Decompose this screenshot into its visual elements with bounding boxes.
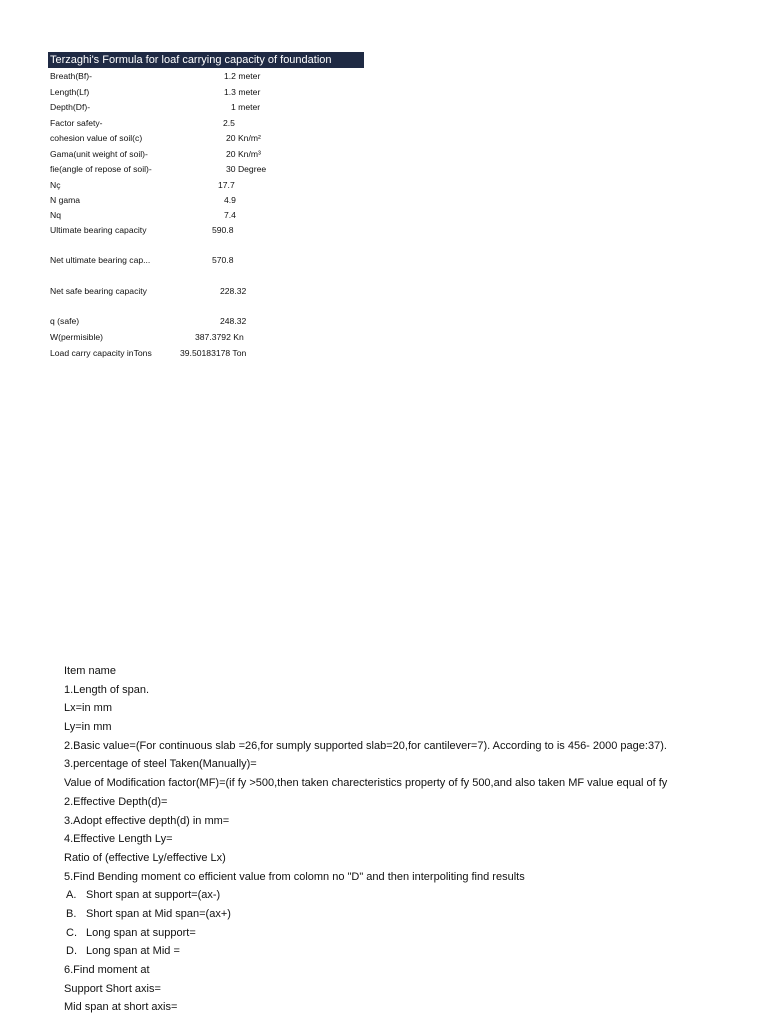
row-label: Depth(Df)- xyxy=(50,102,91,112)
note-line: 5.Find Bending moment co efficient value from colomn no "D" and then interpoliting find results xyxy=(64,870,525,883)
row-label: N gama xyxy=(50,195,81,205)
row-value: 1.3 meter xyxy=(224,86,261,97)
table-row xyxy=(50,346,370,360)
table-row xyxy=(50,193,370,207)
row-value: 2.5 xyxy=(223,117,235,128)
row-value: 17.7 xyxy=(218,179,235,190)
row-label: W(permisible) xyxy=(50,332,103,342)
design-notes xyxy=(64,662,768,1017)
row-label: cohesion value of soil(c) xyxy=(50,133,143,143)
row-value: 20 Kn/m³ xyxy=(226,148,261,159)
row-value: 1 meter xyxy=(231,102,261,112)
note-line: 3.Adopt effective depth(d) in mm= xyxy=(64,814,230,827)
item-letter: D. xyxy=(66,945,77,958)
note-line: 1.Length of span. xyxy=(64,683,150,696)
table-row xyxy=(50,314,370,328)
row-label: Nç xyxy=(50,179,61,190)
sheet-title: Terzaghi's Formula for loaf carrying capacity of foundation xyxy=(48,52,364,68)
item-letter: C. xyxy=(66,926,77,939)
row-value: 39.50183178 Ton xyxy=(180,347,247,358)
item-text: Long span at support= xyxy=(86,926,196,939)
row-value: 387.3792 Kn xyxy=(195,332,244,342)
table-row xyxy=(50,208,370,222)
table-row xyxy=(50,253,370,267)
table-row xyxy=(50,147,370,161)
row-value: 570.8 xyxy=(212,255,234,265)
row-label: q (safe) xyxy=(50,316,80,326)
item-text: Short span at support=(ax-) xyxy=(86,889,221,902)
note-line: Ly=in mm xyxy=(64,721,112,734)
row-label: Nq xyxy=(50,210,61,220)
row-label: Net ultimate bearing cap... xyxy=(50,255,151,265)
table-row xyxy=(50,178,370,192)
table-row xyxy=(50,85,370,99)
item-letter: A. xyxy=(66,889,77,902)
row-label: Length(Lf) xyxy=(50,86,90,97)
note-line: Lx=in mm xyxy=(64,702,112,715)
row-value: 7.4 xyxy=(224,210,236,220)
table-row xyxy=(50,100,370,114)
note-line: Item name xyxy=(64,665,116,677)
row-label: Factor safety- xyxy=(50,117,103,128)
item-text: Long span at Mid = xyxy=(86,945,180,958)
row-value: 30 Degree xyxy=(226,164,267,174)
item-text: Short span at Mid span=(ax+) xyxy=(86,907,231,920)
row-label: Net safe bearing capacity xyxy=(50,285,147,296)
lettered-item xyxy=(64,886,768,905)
note-line: Ratio of (effective Ly/effective Lx) xyxy=(64,851,226,864)
table-row xyxy=(50,162,370,176)
row-label: Gama(unit weight of soil)- xyxy=(50,148,148,159)
row-value: 248.32 xyxy=(220,316,247,326)
lettered-item xyxy=(64,924,768,943)
table-row xyxy=(50,330,370,344)
table-row xyxy=(50,223,370,237)
row-label: Breath(Bf)- xyxy=(50,71,93,81)
row-value: 4.9 xyxy=(224,195,236,205)
row-value: 20 Kn/m² xyxy=(226,133,261,143)
note-line: 4.Effective Length Ly= xyxy=(64,833,173,846)
table-row xyxy=(50,131,370,145)
note-line: 3.percentage of steel Taken(Manually)= xyxy=(64,758,257,771)
row-value: 590.8 xyxy=(212,225,234,235)
table-row xyxy=(50,116,370,130)
row-value: 228.32 xyxy=(220,285,247,296)
row-value: 1.2 meter xyxy=(224,71,261,81)
lettered-item xyxy=(64,942,768,961)
row-label: fie(angle of repose of soil)- xyxy=(50,164,152,174)
note-line: Mid span at short axis= xyxy=(64,1001,178,1014)
row-label: Load carry capacity inTons xyxy=(50,347,152,358)
item-letter: B. xyxy=(66,907,77,920)
note-line: Support Short axis= xyxy=(64,982,161,995)
note-line: 2.Basic value=(For continuous slab =26,for sumply supported slab=20,for cantilever=7). According to is 456- 2000 page:37). xyxy=(64,739,667,752)
table-row xyxy=(50,69,370,83)
note-line: 2.Effective Depth(d)= xyxy=(64,795,168,808)
note-line: Value of Modification factor(MF)=(if fy >500,then taken charecteristics property of fy 500,and also taken MF value equal of fy xyxy=(64,777,668,790)
lettered-item xyxy=(64,905,768,924)
row-label: Ultimate bearing capacity xyxy=(50,225,147,235)
table-row xyxy=(50,284,370,298)
note-line: 6.Find moment at xyxy=(64,964,150,976)
